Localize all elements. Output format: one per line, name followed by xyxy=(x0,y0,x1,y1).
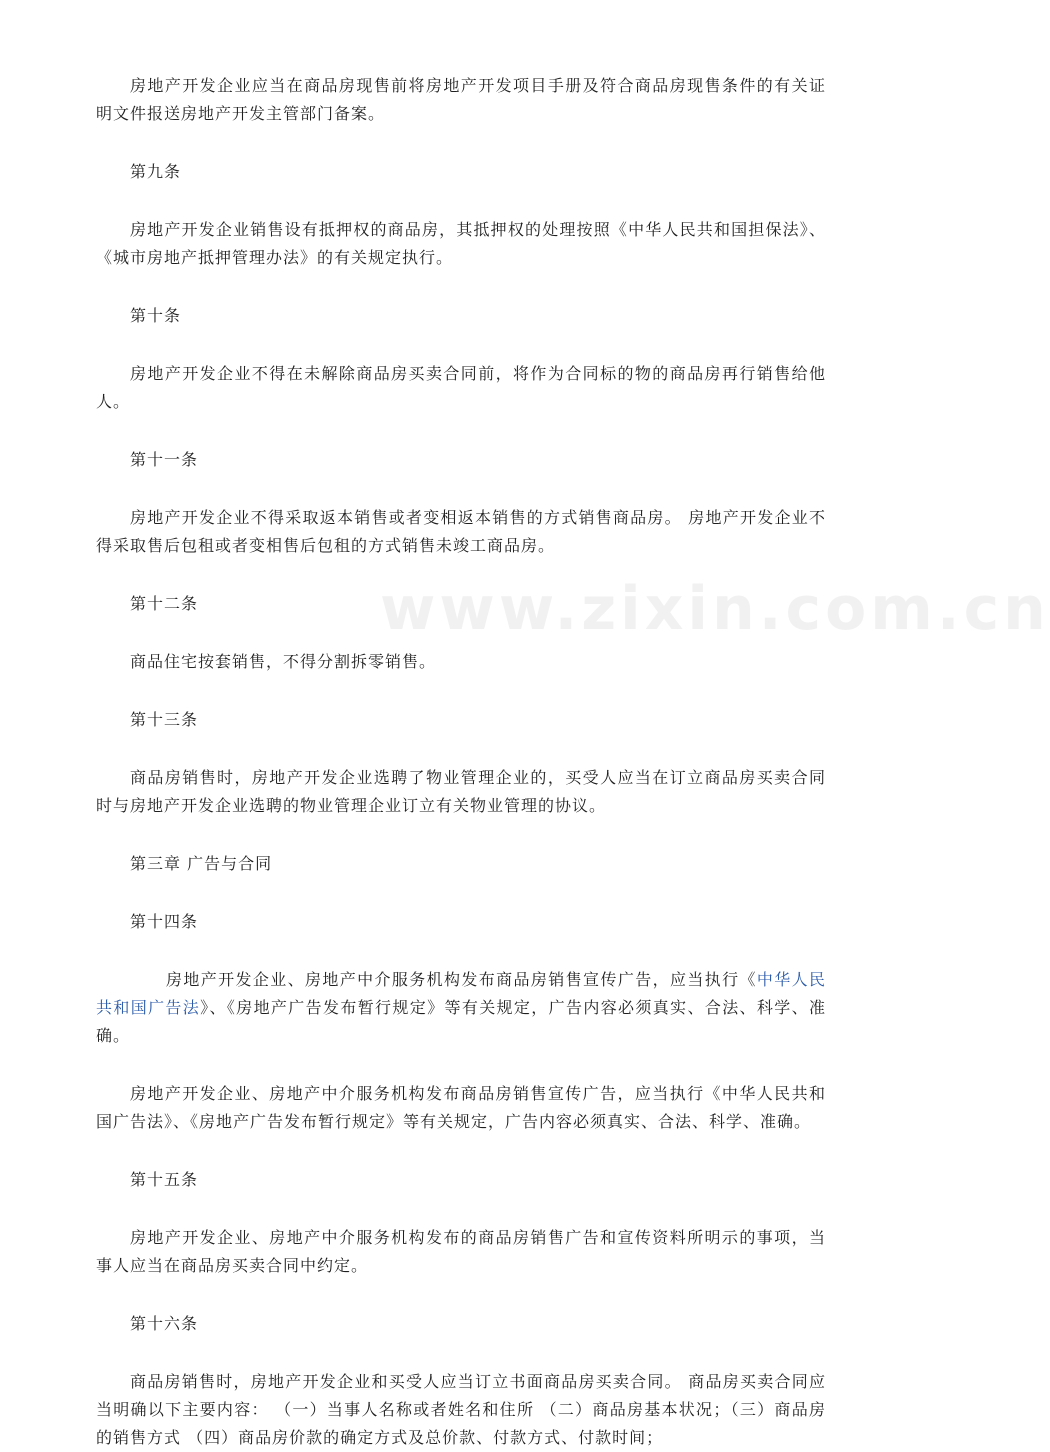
paragraph-article-8-body: 房地产开发企业应当在商品房现售前将房地产开发项目手册及符合商品房现售条件的有关证明文件报送房地产开发主管部门备案。 xyxy=(96,76,826,123)
paragraph-article-12-body: 商品住宅按套销售，不得分割拆零销售。 xyxy=(130,652,437,671)
paragraph-article-13-body: 商品房销售时，房地产开发企业选聘了物业管理企业的，买受人应当在订立商品房买卖合同时与房地产开发企业选聘的物业管理企业订立有关物业管理的协议。 xyxy=(96,768,826,815)
article-15-heading: 第十五条 xyxy=(130,1170,199,1189)
article-14-heading: 第十四条 xyxy=(130,912,199,931)
article-14-text-post: 》、《房地产广告发布暂行规定》等有关规定，广告内容必须真实、合法、科学、准确。 xyxy=(96,998,826,1045)
article-16-heading: 第十六条 xyxy=(130,1314,199,1333)
paragraph-article-16-body: 商品房销售时，房地产开发企业和买受人应当订立书面商品房买卖合同。 商品房买卖合同应当明确以下主要内容： （一）当事人名称或者姓名和住所 （二）商品房基本状况；（三）商品房的销售方式 （四）商品房价款的确定方式及总价款、付款方式、付款时间； xyxy=(96,1372,826,1447)
advertising-law-link[interactable]: 中华人民共和国广告法 xyxy=(96,970,826,1017)
watermark: www.zixin.com.cn xyxy=(380,574,1050,644)
article-10-heading: 第十条 xyxy=(130,306,182,325)
article-13-heading: 第十三条 xyxy=(130,710,199,729)
paragraph-article-14-body-b: 房地产开发企业、房地产中介服务机构发布商品房销售宣传广告，应当执行《中华人民共和国广告法》、《房地产广告发布暂行规定》等有关规定，广告内容必须真实、合法、科学、准确。 xyxy=(96,1084,826,1131)
article-9-heading: 第九条 xyxy=(130,162,182,181)
chapter-3-heading: 第三章 广告与合同 xyxy=(130,854,273,873)
document-body xyxy=(96,72,826,1452)
article-11-heading: 第十一条 xyxy=(130,450,199,469)
article-14-text-pre: 房地产开发企业、房地产中介服务机构发布商品房销售宣传广告，应当执行《 xyxy=(166,970,757,989)
article-12-heading: 第十二条 xyxy=(130,594,199,613)
paragraph-article-11-body: 房地产开发企业不得采取返本销售或者变相返本销售的方式销售商品房。 房地产开发企业不得采取售后包租或者变相售后包租的方式销售未竣工商品房。 xyxy=(96,508,826,555)
paragraph-article-14-body-a xyxy=(96,966,826,1050)
paragraph-article-10-body: 房地产开发企业不得在未解除商品房买卖合同前，将作为合同标的物的商品房再行销售给他人。 xyxy=(96,364,826,411)
paragraph-article-9-body: 房地产开发企业销售设有抵押权的商品房，其抵押权的处理按照《中华人民共和国担保法》、《城市房地产抵押管理办法》的有关规定执行。 xyxy=(96,220,826,267)
paragraph-article-15-body: 房地产开发企业、房地产中介服务机构发布的商品房销售广告和宣传资料所明示的事项，当事人应当在商品房买卖合同中约定。 xyxy=(96,1228,826,1275)
